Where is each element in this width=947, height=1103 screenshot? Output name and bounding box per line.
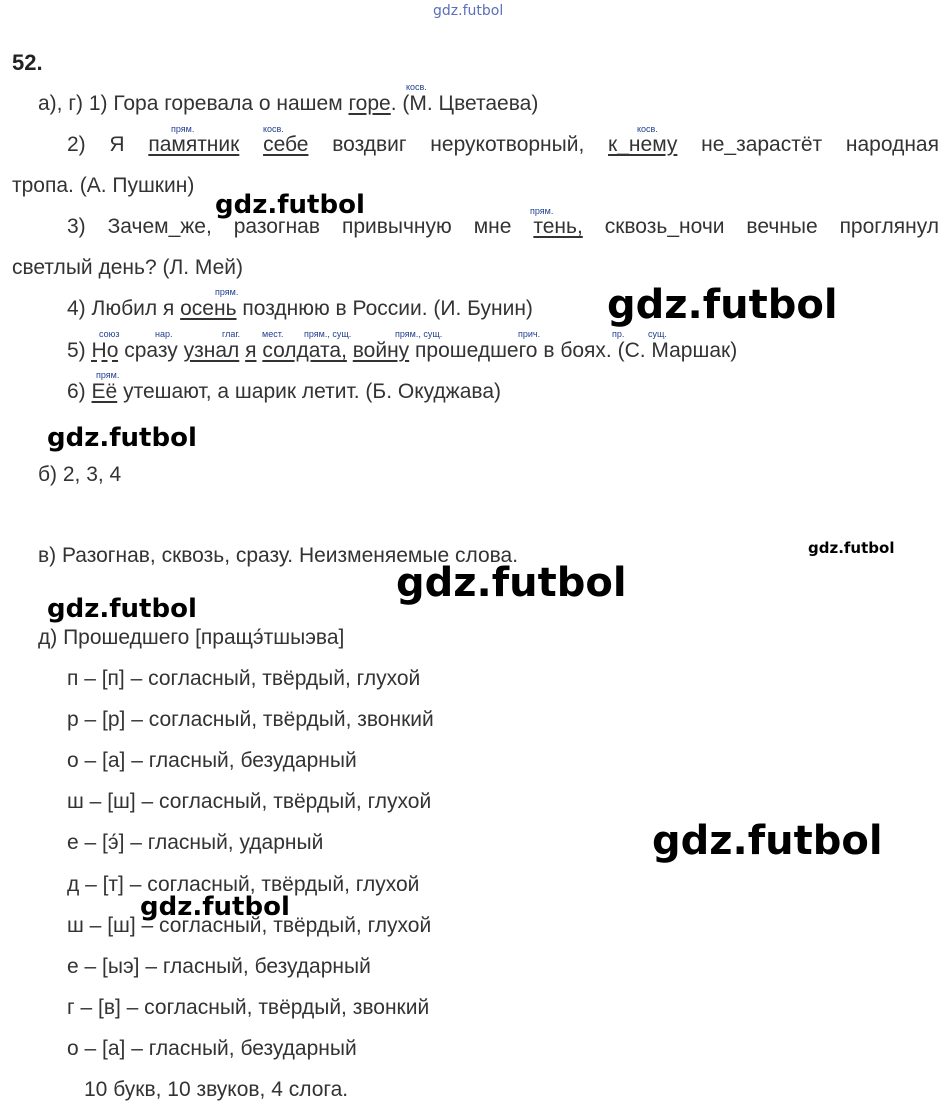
line-5: 5) Но сразу узнал я солдата, войну прошедшего в боях. (С. Маршак) <box>67 339 738 362</box>
phonetic-row: ш – [ш] – согласный, твёрдый, глухой <box>67 790 432 813</box>
underlined-word: Её <box>91 380 118 403</box>
line-2: 2) Я памятник себе воздвиг нерукотворный, к_нему не_зарастёт народная <box>67 133 939 156</box>
section-v: в) Разогнав, сквозь, сразу. Неизменяемые слова. <box>38 544 519 567</box>
underlined-word: осень <box>180 297 237 320</box>
phonetic-row: г – [в] – согласный, твёрдый, звонкий <box>67 996 430 1019</box>
section-label: а), г) <box>38 92 83 115</box>
underlined-word: себе <box>263 133 309 156</box>
phonetic-row: ш – [ш] – согласный, твёрдый, глухой <box>67 914 432 937</box>
annotation: прич. <box>518 329 541 339</box>
watermark: gdz.futbol <box>808 539 895 557</box>
annotation: пр. <box>612 329 625 339</box>
line-3-continued: светлый день? (Л. Мей) <box>12 256 244 279</box>
underlined-word: памятник <box>148 133 240 156</box>
annotation: глаг. <box>222 329 241 339</box>
annotation: косв. <box>406 82 427 92</box>
watermark: gdz.futbol <box>47 423 197 453</box>
underlined-word: войну <box>352 339 410 362</box>
watermark: gdz.futbol <box>396 560 627 606</box>
annotation: сущ. <box>648 329 667 339</box>
line-6: 6) Её утешают, а шарик летит. (Б. Окуджава) <box>67 380 501 403</box>
phonetic-row: о – [а] – гласный, безударный <box>67 749 357 772</box>
annotation: прям., сущ. <box>395 329 443 339</box>
watermark: gdz.futbol <box>607 282 838 328</box>
annotation: косв. <box>637 124 658 134</box>
line-4: 4) Любил я осень позднюю в России. (И. Бунин) <box>67 297 533 320</box>
annotation: союз <box>99 329 120 339</box>
watermark: gdz.futbol <box>140 892 290 922</box>
phonetic-row: о – [а] – гласный, безударный <box>67 1037 357 1060</box>
summary: 10 букв, 10 звуков, 4 слога. <box>84 1078 349 1101</box>
watermark: gdz.futbol <box>215 190 365 220</box>
annotation: мест. <box>262 329 284 339</box>
underlined-word: Но <box>91 339 119 362</box>
task-number: 52. <box>12 50 43 75</box>
annotation: прям., сущ. <box>304 329 352 339</box>
phonetic-row: п – [п] – согласный, твёрдый, глухой <box>67 667 421 690</box>
section-b: б) 2, 3, 4 <box>38 463 122 486</box>
line-2-continued: тропа. (А. Пушкин) <box>12 174 195 197</box>
annotation: прям. <box>530 206 554 216</box>
underlined-word: горе <box>348 92 391 115</box>
section-d-title: д) Прошедшего [пращэ́тшыэва] <box>38 626 345 649</box>
line-1: а), г) 1) Гора горевала о нашем горе. (М. Цветаева) <box>38 92 539 115</box>
watermark-top: gdz.futbol <box>433 3 504 19</box>
underlined-word: солдата, <box>262 339 347 362</box>
line-3: 3) Зачем_же, разогнав привычную мне тень, сквозь_ночи вечные проглянул <box>67 215 940 238</box>
annotation: прям. <box>215 287 239 297</box>
annotation: нар. <box>155 329 173 339</box>
underlined-word: я <box>245 339 257 362</box>
phonetic-row: р – [р] – согласный, твёрдый, звонкий <box>67 708 434 731</box>
annotation: косв. <box>263 124 284 134</box>
watermark: gdz.futbol <box>652 818 883 864</box>
underlined-word: к_нему <box>608 133 678 156</box>
underlined-word: тень, <box>533 215 583 238</box>
annotation: прям. <box>171 124 195 134</box>
phonetic-row: д – [т] – согласный, твёрдый, глухой <box>67 873 420 896</box>
annotation: прям. <box>96 370 120 380</box>
phonetic-row: е – [ыэ] – гласный, безударный <box>67 955 371 978</box>
phonetic-row: е – [э́] – гласный, ударный <box>67 831 324 854</box>
underlined-word: узнал <box>183 339 240 362</box>
watermark: gdz.futbol <box>47 594 197 624</box>
